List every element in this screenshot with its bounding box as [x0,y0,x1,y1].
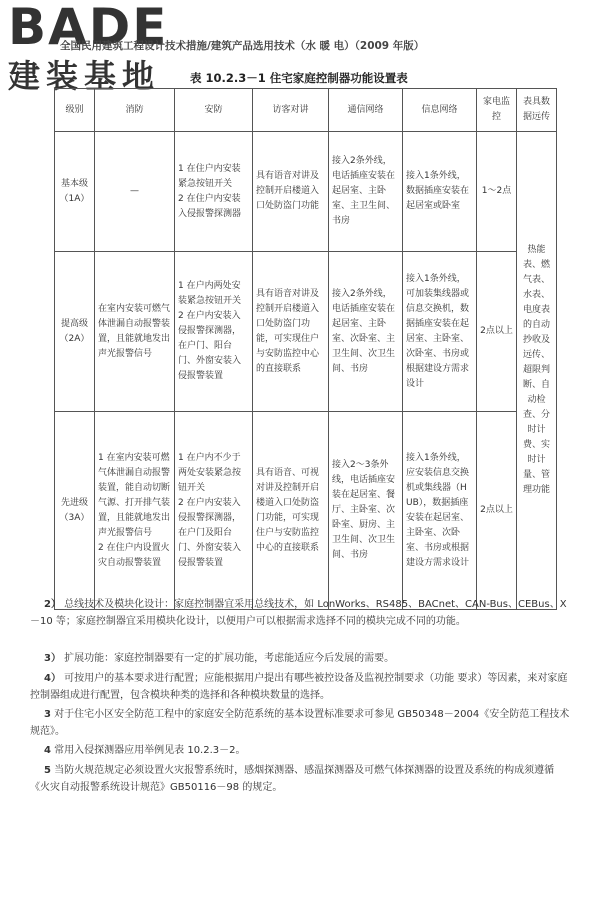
appliance-cell: 2点以上 [477,412,517,610]
table-row [55,412,557,610]
level-cell: 先进级 （3A） [55,412,95,610]
col-header-meter: 表具数据远传 [517,89,557,132]
info-cell: 接入1条外线，应安装信息交换机或集线器（HUB），数据插座安装在起居室、主卧室、次卧室、书房或根据建设方需求设计 [403,412,477,610]
paragraph-text: 可按用户的基本要求进行配置；应能根据用户提出有哪些被控设备及监视控制要求（功能 要求）等因素，来对家庭控制器组成进行配置，包含模块种类的选择和各种模块数量的选择。 [30,673,568,701]
col-header-level: 级别 [55,89,95,132]
paragraph-number: 3 [44,709,51,720]
running-head: 全国民用建筑工程设计技术措施/建筑产品选用技术（水 暖 电）（2009 年版） [60,40,425,52]
paragraph-config [30,670,570,704]
meter-cell: 热能表、燃气表、水表、电度表的自动抄收及远传、超限判断、自动检查、分时计费、实时计量、管理功能 [517,132,557,610]
function-table [54,88,557,610]
col-header-security: 安防 [175,89,253,132]
paragraph-extension [30,650,570,667]
col-header-intercom: 访客对讲 [253,89,329,132]
comm-cell: 接入2条外线，电话插座安装在起居室、主卧室、主卫生间、书房 [329,132,403,252]
col-header-info: 信息网络 [403,89,477,132]
fire-cell: — [95,132,175,252]
paragraph-text: 扩展功能：家庭控制器要有一定的扩展功能，考虑能适应今后发展的需要。 [64,653,395,664]
paragraph-text: 常用入侵探测器应用举例见表 10.2.3－2。 [54,745,246,756]
intercom-cell: 具有语音对讲及控制开启楼道入口处防盗门功能 [253,132,329,252]
col-header-appliance: 家电监控 [477,89,517,132]
security-cell: 1 在户内不少于两处安装紧急按钮开关 2 在户内安装入侵报警探测器，在户门及阳台门、外窗安装入侵报警装置 [175,412,253,610]
table-row [55,252,557,412]
level-cell: 提高级 （2A） [55,252,95,412]
table-row [55,132,557,252]
paragraph-number: 4 [44,745,51,756]
col-header-fire: 消防 [95,89,175,132]
paragraph-fire-alarm [30,762,570,796]
level-cell: 基本级 （1A） [55,132,95,252]
info-cell: 接入1条外线，数据插座安装在起居室或卧室 [403,132,477,252]
comm-cell: 接入2条外线，电话插座安装在起居室、主卧室、次卧室、主卫生间、次卫生间、书房 [329,252,403,412]
security-cell: 1 在住户内安装紧急按钮开关 2 在住户内安装入侵报警探测器 [175,132,253,252]
comm-cell: 接入2～3条外线，电话插座安装在起居室、餐厅、主卧室、次卧室、厨房、主卫生间、次卫生间、书房 [329,412,403,610]
paragraph-text: 当防火规范规定必须设置火灾报警系统时，感烟探测器、感温探测器及可燃气体探测器的设置及系统的构成须遵循《火灾自动报警系统设计规范》GB50116－98 的规定。 [30,765,555,793]
intercom-cell: 具有语音、可视对讲及控制开启楼道入口处防盗门功能，可实现住户与安防监控中心的直接联系 [253,412,329,610]
paragraph-number: 2） [44,599,61,610]
logo-chinese: 建装基地 [8,57,161,95]
paragraph-bus-tech [30,596,570,630]
table-header-row [55,89,557,132]
info-cell: 接入1条外线，可加装集线器或信息交换机，数据插座安装在起居室、主卧室、次卧室、书房或根据建设方需求设计 [403,252,477,412]
appliance-cell: 1～2点 [477,132,517,252]
fire-cell: 1 在室内安装可燃气体泄漏自动报警装置，能自动切断气源、打开排气装置，且能就地发出声光报警信号 2 在住户内设置火灾自动报警装置 [95,412,175,610]
paragraph-text: 对于住宅小区安全防范工程中的家庭安全防范系统的基本设置标准要求可参见 GB50348－2004《安全防范工程技术规范》。 [30,709,570,737]
paragraph-number: 4） [44,673,61,684]
paragraph-security-standard [30,706,570,740]
col-header-comm: 通信网络 [329,89,403,132]
paragraph-number: 5 [44,765,51,776]
intercom-cell: 具有语音对讲及控制开启楼道入口处防盗门功能，可实现住户与安防监控中心的直接联系 [253,252,329,412]
appliance-cell: 2点以上 [477,252,517,412]
table-caption: 表 10.2.3－1 住宅家庭控制器功能设置表 [190,71,408,85]
paragraph-detector-example [30,742,570,759]
paragraph-number: 3） [44,653,61,664]
paragraph-text: 总线技术及模块化设计：家庭控制器宜采用总线技术，如 LonWorks、RS485、BACnet、CAN-Bus、CEBus、X－10 等；家庭控制器宜采用模块化设计，以便用户可以根据需求选择不同的模块完成不同的功能。 [30,599,567,627]
fire-cell: 在室内安装可燃气体泄漏自动报警装置，且能就地发出声光报警信号 [95,252,175,412]
logo-bade: BADE [8,0,169,56]
security-cell: 1 在户内两处安装紧急按钮开关 2 在户内安装入侵报警探测器，在户门、阳台门、外窗安装入侵报警装置 [175,252,253,412]
